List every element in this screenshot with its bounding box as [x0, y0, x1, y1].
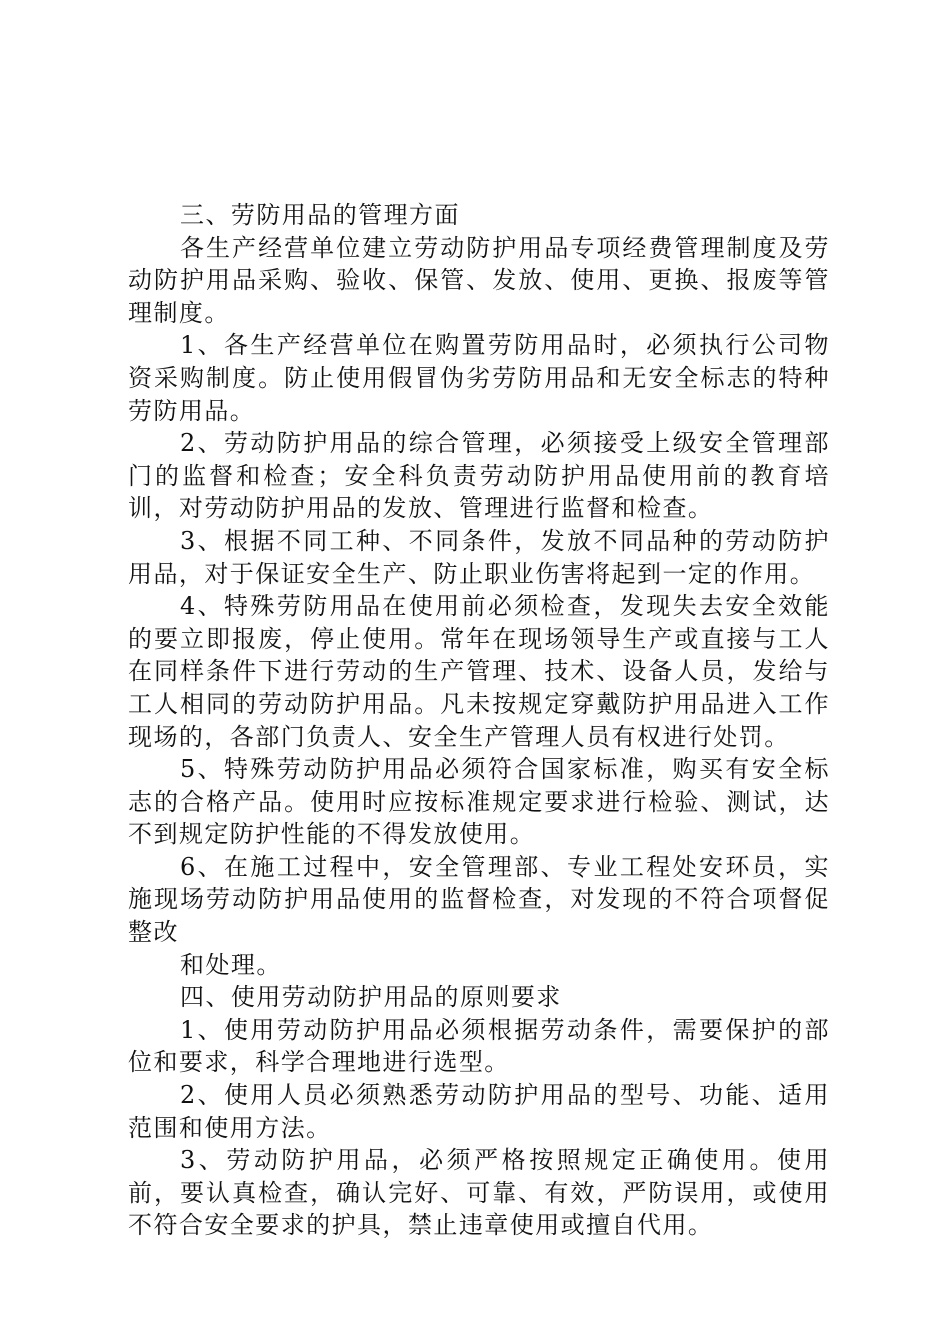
section-3-item-2: 2、劳动防护用品的综合管理，必须接受上级安全管理部门的监督和检查；安全科负责劳动防护用品使用前的教育培训，对劳动防护用品的发放、管理进行监督和检查。 — [128, 429, 830, 523]
section-3-item-1: 1、各生产经营单位在购置劳防用品时，必须执行公司物资采购制度。防止使用假冒伪劣劳防用品和无安全标志的特种劳防用品。 — [128, 331, 830, 425]
section-4-item-3: 3、劳动防护用品，必须严格按照规定正确使用。使用前，要认真检查，确认完好、可靠、有效，严防误用，或使用不符合安全要求的护具，禁止违章使用或擅自代用。 — [128, 1146, 830, 1240]
section-4-item-2: 2、使用人员必须熟悉劳动防护用品的型号、功能、适用范围和使用方法。 — [128, 1081, 830, 1142]
section-4-heading: 四、使用劳动防护用品的原则要求 — [180, 983, 562, 1012]
section-3-item-6-continuation: 和处理。 — [180, 950, 282, 979]
section-3-intro: 各生产经营单位建立劳动防护用品专项经费管理制度及劳动防护用品采购、验收、保管、发放、使用、更换、报废等管理制度。 — [128, 233, 830, 327]
section-3-item-3: 3、根据不同工种、不同条件，发放不同品种的劳动防护用品，对于保证安全生产、防止职业伤害将起到一定的作用。 — [128, 526, 830, 588]
section-3-item-4: 4、特殊劳防用品在使用前必须检查，发现失去安全效能的要立即报废，停止使用。常年在现场领导生产或直接与工人在同样条件下进行劳动的生产管理、技术、设备人员，发给与工人相同的劳动防护用品。凡未按规定穿戴防护用品进入工作现场的，各部门负责人、安全生产管理人员有权进行处罚。 — [128, 592, 830, 751]
section-3-item-6: 6、在施工过程中，安全管理部、专业工程处安环员，实施现场劳动防护用品使用的监督检查，对发现的不符合项督促整改 — [128, 852, 830, 947]
section-4-item-1: 1、使用劳动防护用品必须根据劳动条件，需要保护的部位和要求，科学合理地进行选型。 — [128, 1015, 830, 1077]
document-body — [128, 199, 830, 1242]
section-3-heading: 三、劳防用品的管理方面 — [180, 201, 460, 229]
section-3-item-5: 5、特殊劳动防护用品必须符合国家标准，购买有安全标志的合格产品。使用时应按标准规定要求进行检验、测试，达不到规定防护性能的不得发放使用。 — [128, 755, 830, 849]
